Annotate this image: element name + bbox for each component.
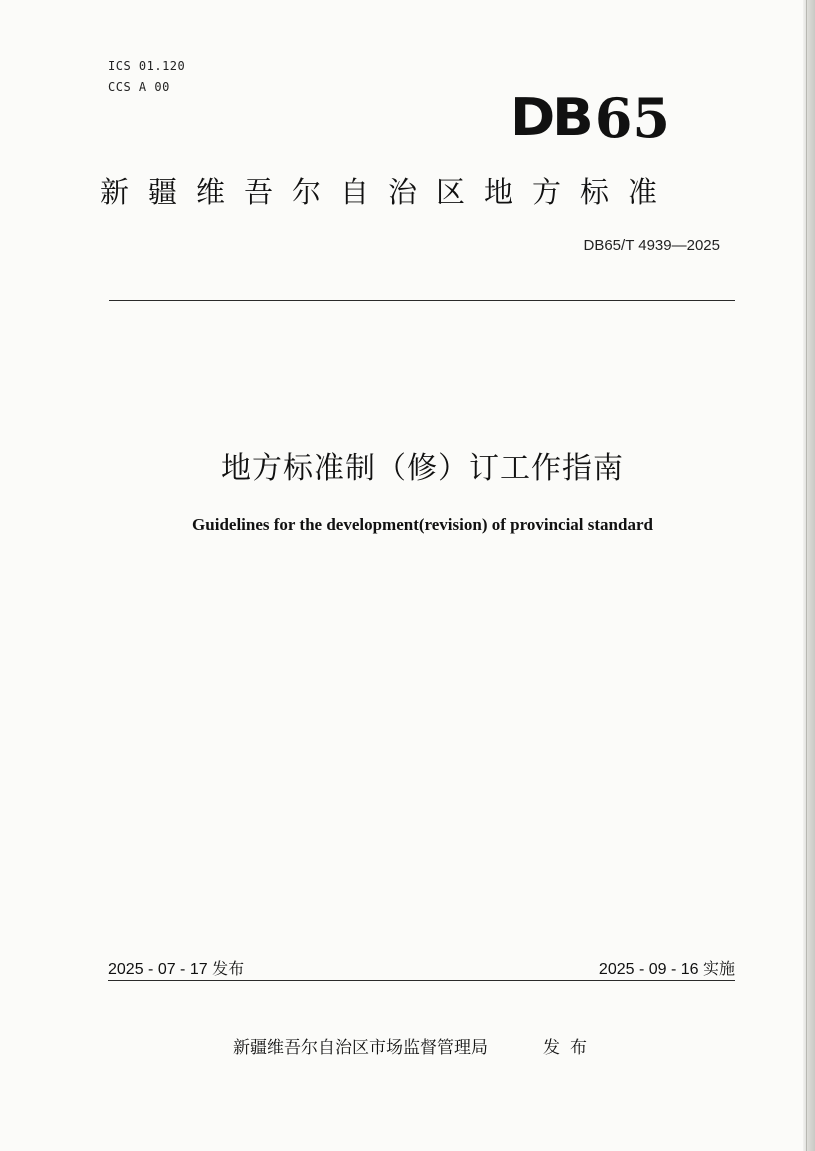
document-title: 地方标准制（修）订工作指南: [221, 451, 624, 486]
publish-label: 发布: [543, 1038, 597, 1058]
standard-number: DB65/T 4939—2025: [583, 237, 720, 254]
db-logo: [510, 88, 690, 148]
document-title-english: Guidelines for the development(revision) of provincial standard: [192, 515, 653, 534]
issue-date: 2025 - 07 - 17 发布: [108, 961, 245, 978]
implementation-date: 2025 - 09 - 16 实施: [598, 961, 735, 978]
ccs-code: CCS A 00: [108, 80, 170, 94]
db-logo-number: 65: [594, 86, 670, 150]
standard-category: 新疆维吾尔自治区地方标准: [100, 175, 677, 209]
publisher: 新疆维吾尔自治区市场监督管理局: [233, 1038, 488, 1058]
db-logo-letters: DB: [510, 88, 591, 148]
top-divider: [109, 300, 735, 301]
scan-edge: [803, 0, 815, 1151]
bottom-divider: [108, 980, 735, 981]
ics-code: ICS 01.120: [108, 59, 186, 73]
